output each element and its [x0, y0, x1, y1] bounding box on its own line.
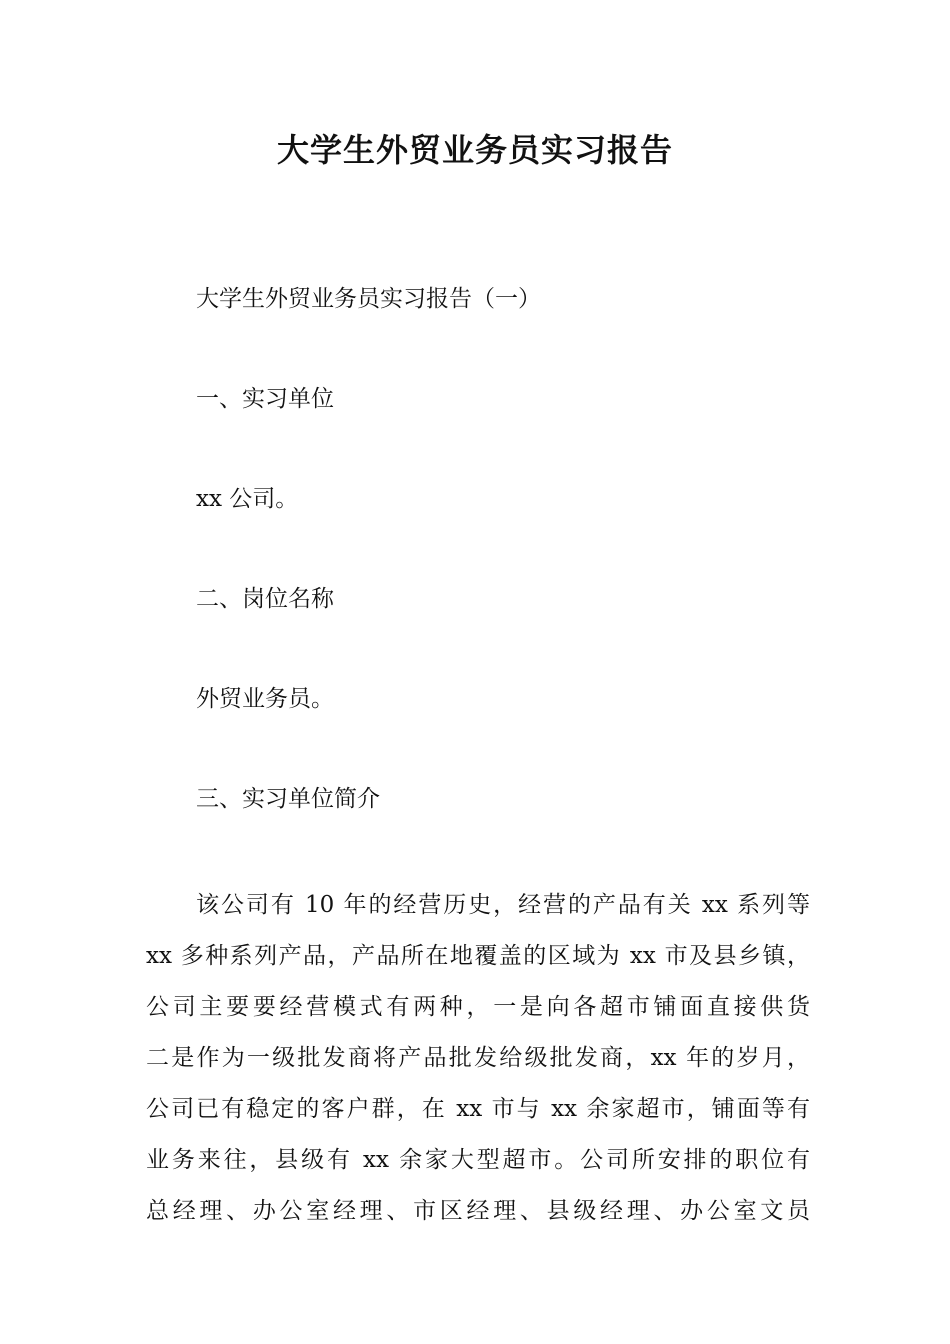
- paragraph-line: 公司已有稳定的客户群，在 xx 市与 xx 余家超市，铺面等有: [146, 1096, 810, 1122]
- paragraph-line: 总经理、办公室经理、市区经理、县级经理、办公室文员: [146, 1198, 810, 1224]
- section-heading-company-intro: 三、实习单位简介: [196, 786, 380, 812]
- position-text: 外贸业务员。: [196, 686, 334, 712]
- document-title: 大学生外贸业务员实习报告: [276, 131, 673, 169]
- internship-unit-text: xx 公司。: [196, 486, 299, 512]
- paragraph-line: 公司主要要经营模式有两种，一是向各超市铺面直接供货: [146, 994, 810, 1020]
- paragraph-line: 二是作为一级批发商将产品批发给级批发商，xx 年的岁月，: [146, 1045, 810, 1071]
- paragraph-line: 业务来往，县级有 xx 余家大型超市。公司所安排的职位有: [146, 1147, 810, 1173]
- section-heading-internship-unit: 一、实习单位: [196, 386, 334, 412]
- section-heading-position: 二、岗位名称: [196, 586, 334, 612]
- paragraph-line: 该公司有 10 年的经营历史，经营的产品有关 xx 系列等: [196, 892, 810, 918]
- report-subtitle: 大学生外贸业务员实习报告（一）: [196, 286, 541, 312]
- company-intro-paragraph: [146, 880, 810, 1237]
- paragraph-line: xx 多种系列产品，产品所在地覆盖的区域为 xx 市及县乡镇，: [146, 943, 810, 969]
